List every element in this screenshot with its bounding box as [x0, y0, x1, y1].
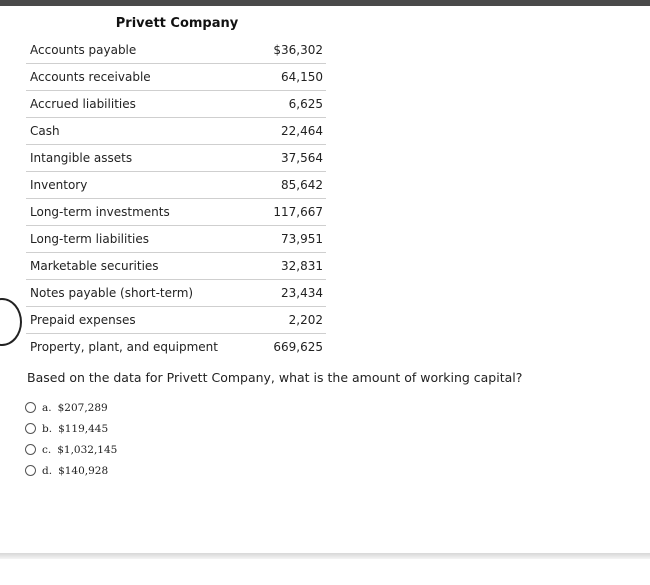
account-label: Long-term investments	[30, 205, 170, 219]
option-text: $140,928	[58, 464, 109, 477]
account-value: 73,951	[281, 232, 323, 246]
table-row	[26, 172, 326, 199]
radio-button[interactable]	[25, 465, 36, 476]
option-a[interactable]	[25, 397, 117, 418]
table-row	[26, 91, 326, 118]
account-value: 64,150	[281, 70, 323, 84]
table-row	[26, 334, 326, 361]
account-value: 85,642	[281, 178, 323, 192]
answer-options	[25, 397, 117, 481]
account-label: Marketable securities	[30, 259, 159, 273]
option-text: $119,445	[58, 422, 109, 435]
table-row	[26, 280, 326, 307]
table-row	[26, 145, 326, 172]
account-label: Inventory	[30, 178, 88, 192]
account-label: Cash	[30, 124, 60, 138]
accounts-table	[26, 37, 326, 361]
account-label: Notes payable (short-term)	[30, 286, 194, 300]
option-letter: c.	[42, 443, 52, 456]
account-value: 117,667	[273, 205, 323, 219]
partial-circle-icon	[0, 298, 22, 346]
top-bar	[0, 0, 650, 6]
account-label: Long-term liabilities	[30, 232, 149, 246]
account-value: 669,625	[273, 340, 323, 354]
table-row	[26, 253, 326, 280]
option-b[interactable]	[25, 418, 117, 439]
option-letter: a.	[42, 401, 52, 414]
account-label: Prepaid expenses	[30, 313, 136, 327]
account-value: $36,302	[273, 43, 323, 57]
bottom-divider	[0, 553, 650, 559]
account-label: Intangible assets	[30, 151, 133, 165]
account-label: Property, plant, and equipment	[30, 340, 218, 354]
account-label: Accrued liabilities	[30, 97, 136, 111]
option-letter: b.	[42, 422, 53, 435]
option-text: $1,032,145	[57, 443, 118, 456]
question-text: Based on the data for Privett Company, what is the amount of working capital?	[27, 370, 523, 385]
option-d[interactable]	[25, 460, 117, 481]
account-value: 23,434	[281, 286, 323, 300]
option-letter: d.	[42, 464, 53, 477]
table-row	[26, 118, 326, 145]
option-c[interactable]	[25, 439, 117, 460]
option-text: $207,289	[57, 401, 108, 414]
radio-button[interactable]	[25, 423, 36, 434]
table-row	[26, 37, 326, 64]
table-row	[26, 64, 326, 91]
account-value: 22,464	[281, 124, 323, 138]
account-label: Accounts payable	[30, 43, 137, 57]
account-value: 32,831	[281, 259, 323, 273]
account-value: 37,564	[281, 151, 323, 165]
table-row	[26, 226, 326, 253]
company-title: Privett Company	[115, 16, 239, 31]
account-value: 2,202	[288, 313, 323, 327]
table-row	[26, 307, 326, 334]
account-label: Accounts receivable	[30, 70, 151, 84]
radio-button[interactable]	[25, 402, 36, 413]
radio-button[interactable]	[25, 444, 36, 455]
account-value: 6,625	[288, 97, 323, 111]
table-row	[26, 199, 326, 226]
